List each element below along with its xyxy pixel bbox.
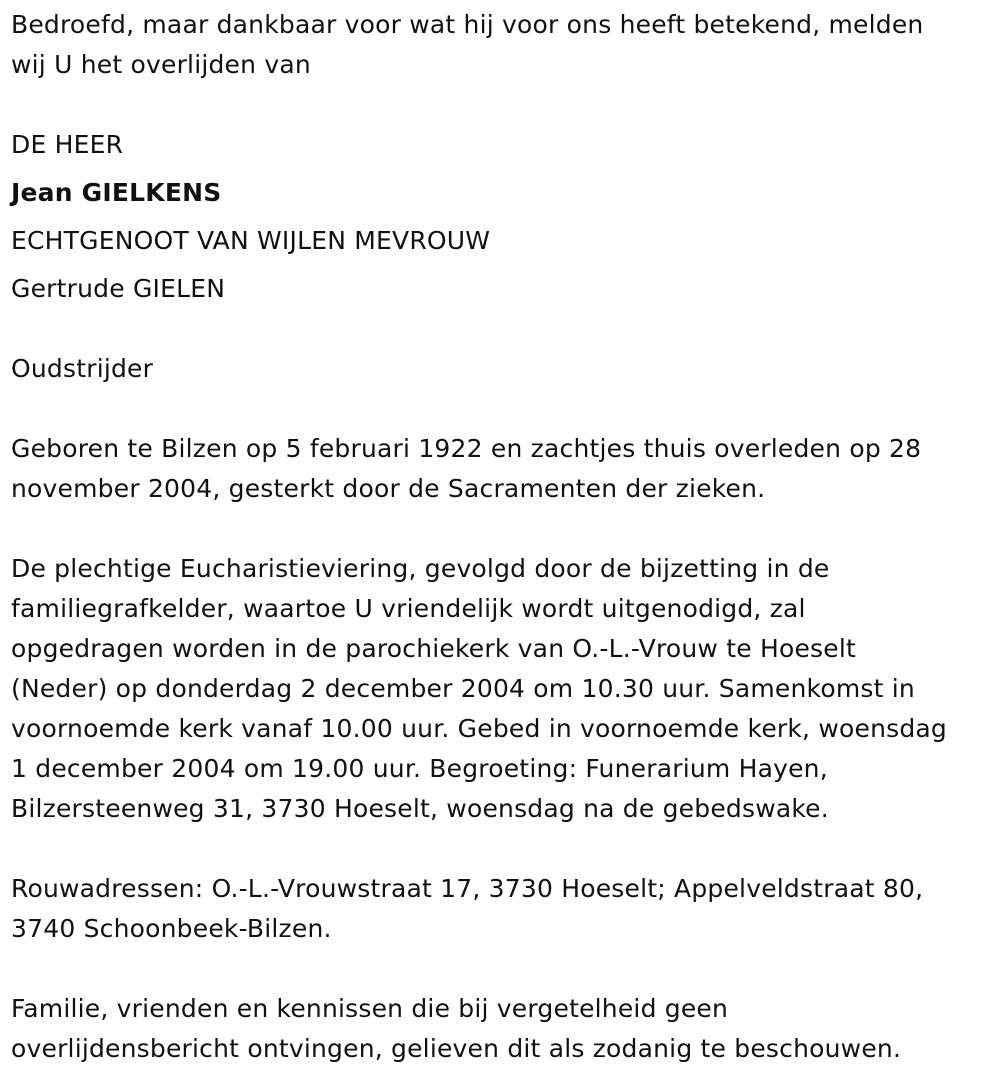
deceased-name: Jean GIELKENS	[11, 178, 222, 207]
ceremony-line-7: Bilzersteenweg 31, 3730 Hoeselt, woensdag na de gebedswake.	[11, 794, 829, 823]
addresses-line-2: 3740 Schoonbeek-Bilzen.	[11, 914, 332, 943]
addresses-line-1: Rouwadressen: O.-L.-Vrouwstraat 17, 3730 Hoeselt; Appelveldstraat 80,	[11, 874, 924, 903]
ceremony-line-4: (Neder) op donderdag 2 december 2004 om 10.30 uur. Samenkomst in	[11, 674, 915, 703]
ceremony-line-3: opgedragen worden in de parochiekerk van O.-L.-Vrouw te Hoeselt	[11, 634, 856, 663]
ceremony-line-5: voornoemde kerk vanaf 10.00 uur. Gebed in voornoemde kerk, woensdag	[11, 714, 947, 743]
spouse-name: Gertrude GIELEN	[11, 274, 226, 303]
occupation: Oudstrijder	[11, 354, 154, 383]
intro-line-1: Bedroefd, maar dankbaar voor wat hij voor ons heeft betekend, melden	[11, 10, 924, 39]
ceremony-line-2: familiegrafkelder, waartoe U vriendelijk wordt uitgenodigd, zal	[11, 594, 806, 623]
intro-line-2: wij U het overlijden van	[11, 50, 311, 79]
honorific-title: DE HEER	[11, 130, 124, 159]
closing-line-1: Familie, vrienden en kennissen die bij vergetelheid geen	[11, 994, 729, 1023]
ceremony-line-1: De plechtige Eucharistieviering, gevolgd door de bijzetting in de	[11, 554, 830, 583]
spouse-label: ECHTGENOOT VAN WIJLEN MEVROUW	[11, 226, 491, 255]
birth-death-line-1: Geboren te Bilzen op 5 februari 1922 en zachtjes thuis overleden op 28	[11, 434, 922, 463]
closing-line-2: overlijdensbericht ontvingen, gelieven dit als zodanig te beschouwen.	[11, 1034, 902, 1063]
birth-death-line-2: november 2004, gesterkt door de Sacramenten der zieken.	[11, 474, 766, 503]
ceremony-line-6: 1 december 2004 om 19.00 uur. Begroeting: Funerarium Hayen,	[11, 754, 828, 783]
